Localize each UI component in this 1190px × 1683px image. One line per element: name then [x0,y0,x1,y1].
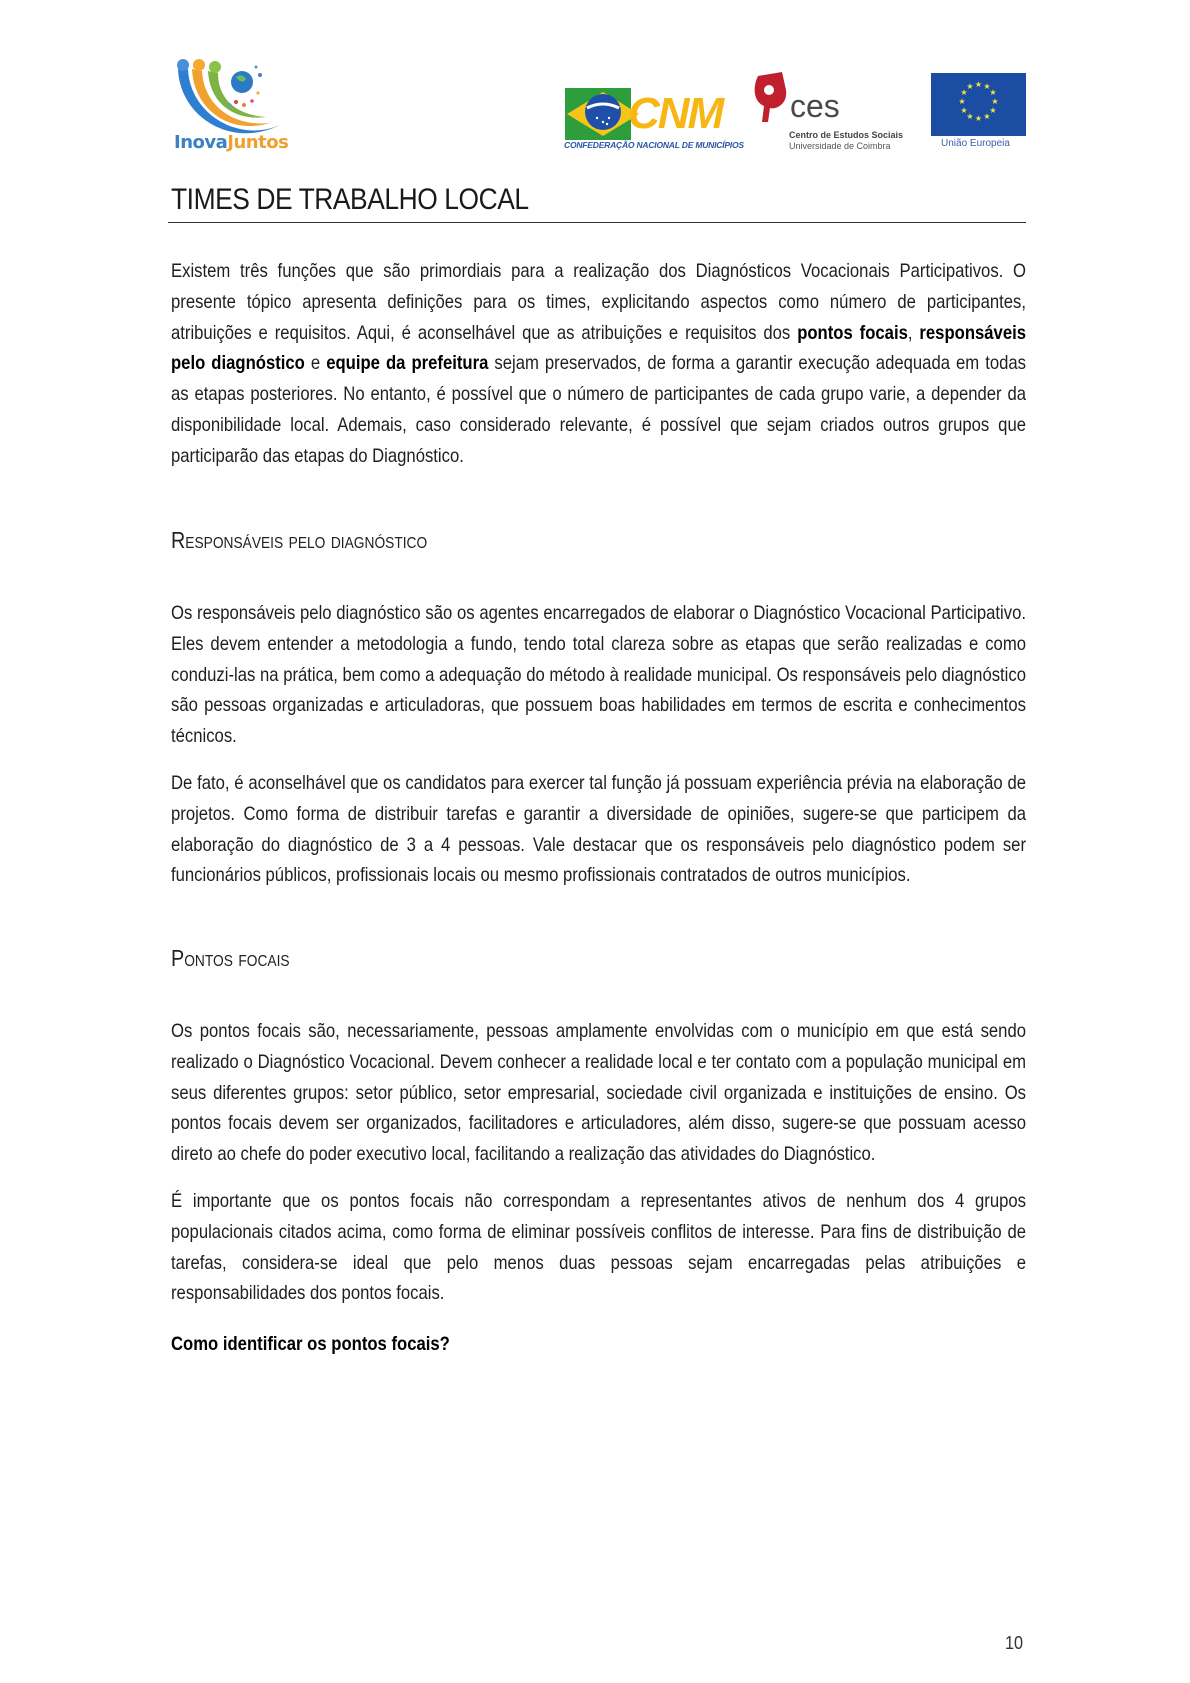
bold-term-equipe: equipe da prefeitura [326,352,489,375]
svg-text:★: ★ [966,82,974,91]
svg-text:★: ★ [966,112,974,121]
svg-text:★: ★ [989,88,997,97]
svg-text:★: ★ [974,114,983,123]
section-2-paragraph-1: Os pontos focais são, necessariamente, pessoas amplamente envolvidas com o município em que está sendo realizado o Diagnóstico Vocacional. Devem conhecer a realidade local e ter contato com a população municipal em seus diferentes grupos: setor público, setor empresarial, sociedade civil organizada e instituições de ensino. Os pontos focais devem ser organizados, facilitadores e articuladores, além disso, sugere-se que possuam acesso direto ao chefe do poder executivo local, facilitando a realização das atividades do Diagnóstico. [171,1020,1026,1166]
page-title: TIMES DE TRABALHO LOCAL [171,183,529,216]
juntos-word: Juntos [227,132,289,153]
intro-text-3: e [304,352,327,375]
svg-text:★: ★ [958,97,966,106]
ces-name: Centro de Estudos Sociais [789,130,904,140]
bold-term-pontos-focais: pontos focais [797,321,908,344]
cnm-subtitle: CONFEDERAÇÃO NACIONAL DE MUNICÍPIOS [564,140,744,150]
section-1-paragraph-2: De fato, é aconselhável que os candidatos para exercer tal função já possuam experiência prévia na elaboração de projetos. Como forma de distribuir tarefas e garantir a diversidade de opiniões, sugere-se que participem da elaboração do diagnóstico de 3 a 4 pessoas. Vale destacar que os responsáveis pelo diagnóstico podem ser funcionários públicos, profissionais locais ou mesmo profissionais contratados de outros municípios. [171,772,1026,887]
section-2-paragraph-2: É importante que os pontos focais não correspondam a representantes ativos de nenhum dos 4 grupos populacionais citados acima, como forma de eliminar possíveis conflitos de interesse. Para fins de distribuição de tarefas, considera-se ideal que pelo menos duas pessoas sejam encarregadas pelas atribuições e responsabilidades dos pontos focais. [171,1190,1026,1305]
ces-wordmark: ces [790,88,840,124]
intro-text-2: , [907,321,920,344]
intro-text-1: Existem três funções que são primordiais para a realização dos Diagnósticos Vocacionais Participativos. O presente tópico apresenta definições para os times, explicitando aspectos como número de participantes, atribuições e requisitos. Aqui, é aconselhável que as atribuições e requisitos dos [171,260,1026,344]
svg-text:★: ★ [983,112,991,121]
eu-flag-icon [931,73,1026,136]
section-heading-responsaveis: Responsáveis pelo diagnóstico [171,527,428,553]
section-heading-pontos-focais: Pontos focais [171,945,290,971]
svg-text:★: ★ [960,88,968,97]
svg-text:★: ★ [989,106,997,115]
eu-caption: União Europeia [941,138,1010,149]
svg-text:★: ★ [960,106,968,115]
page-number: 10 [1005,1633,1024,1653]
ces-university: Universidade de Coimbra [789,141,891,151]
section-1-paragraph-1: Os responsáveis pelo diagnóstico são os agentes encarregados de elaborar o Diagnóstico Vocacional Participativo. Eles devem entender a metodologia a fundo, tendo total clareza sobre as etapas que serão realizadas e como conduzi-las na prática, bem como a adequação do método à realidade municipal. Os responsáveis pelo diagnóstico são pessoas organizadas e articuladoras, que possuem boas habilidades em termos de escrita e conhecimentos técnicos. [171,602,1026,748]
bold-term-responsaveis: responsáveis pelo diagnóstico [171,321,1026,375]
intro-text-4: sejam preservados, de forma a garantir execução adequada em todas as etapas posteriores. No entanto, é possível que o número de participantes de cada grupo varie, a depender da disponibilidade local. Ademais, caso considerado relevante, é possível que sejam criados outros grupos que participarão das etapas do Diagnóstico. [171,352,1026,467]
svg-text:★: ★ [983,82,991,91]
svg-text:★: ★ [991,97,999,106]
title-divider [168,222,1026,223]
svg-text:★: ★ [974,80,983,89]
inova-juntos-wordmark [174,132,288,153]
subheading-question: Como identificar os pontos focais? [171,1333,450,1355]
cnm-wordmark: CNM [628,89,723,138]
intro-paragraph [171,256,1026,472]
inova-word: Inova [174,132,228,153]
